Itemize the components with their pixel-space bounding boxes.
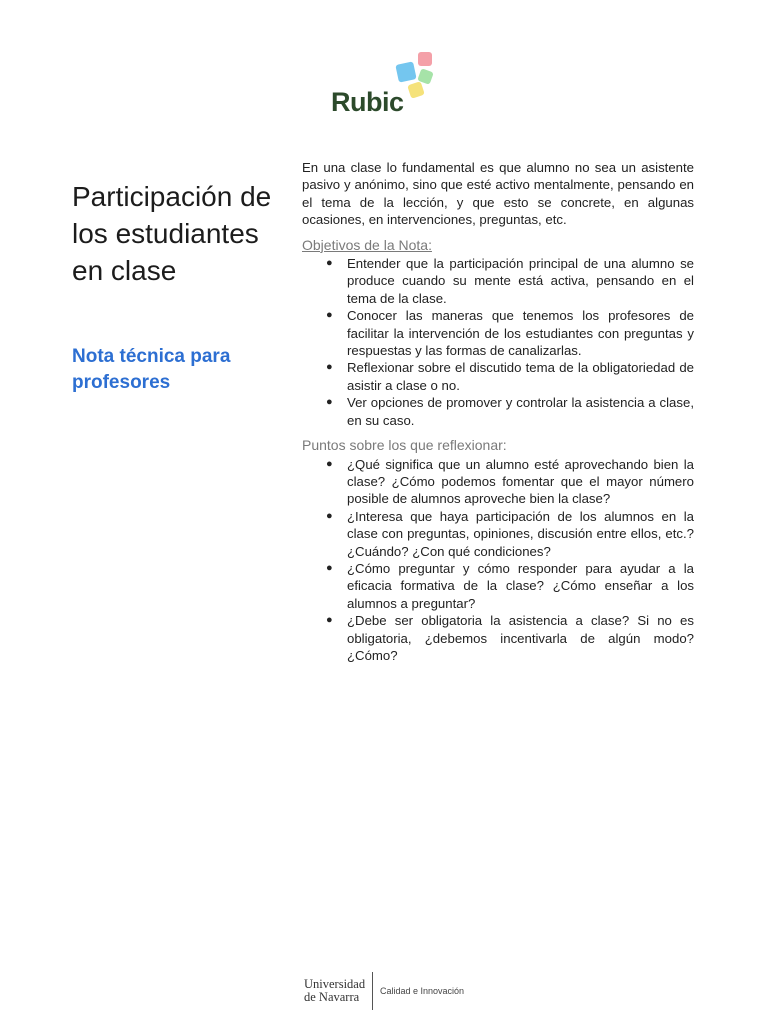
logo-blue-square bbox=[395, 61, 416, 82]
footer-tagline: Calidad e Innovación bbox=[380, 986, 465, 996]
main-content bbox=[302, 159, 694, 664]
list-item: ● ¿Debe ser obligatoria la asistencia a clase? Si no es obligatoria, ¿debemos incentivarla de algún modo? ¿Cómo? bbox=[326, 613, 694, 663]
objectives-heading: Objetivos de la Nota: bbox=[302, 236, 432, 253]
bullet-icon: ● bbox=[326, 457, 333, 470]
list-item: ● Ver opciones de promover y controlar la asistencia a clase, en su caso. bbox=[326, 395, 694, 428]
logo-pink-square bbox=[418, 52, 432, 66]
bullet-icon: ● bbox=[326, 309, 333, 322]
list-item: ● ¿Qué significa que un alumno esté aprovechando bien la clase? ¿Cómo podemos fomentar que el mayor número posible de alumnos aproveche bien la clase? bbox=[326, 456, 694, 507]
reflection-list bbox=[302, 456, 694, 665]
rubic-logo bbox=[330, 50, 440, 122]
university-name: Universidad de Navarra bbox=[304, 977, 366, 1004]
intro-paragraph: En una clase lo fundamental es que alumno no sea un asistente pasivo y anónimo, sino que esté activo mentalmente, pensando en el tema de la lección, y que esto se concrete, en algunas ocasiones, en intervenciones, preguntas, etc. bbox=[302, 160, 694, 228]
list-item: ● Reflexionar sobre el discutido tema de la obligatoriedad de asistir a clase o no. bbox=[326, 360, 694, 393]
bullet-icon: ● bbox=[326, 509, 333, 522]
page-subtitle: Nota técnica para profesores bbox=[72, 346, 231, 393]
footer-divider bbox=[372, 972, 373, 1010]
list-item: ● Conocer las maneras que tenemos los profesores de facilitar la intervención de los estudiantes con preguntas y respuestas y las formas de canalizarlas. bbox=[326, 308, 694, 359]
objectives-list bbox=[302, 255, 694, 429]
bullet-icon: ● bbox=[326, 396, 333, 409]
bullet-icon: ● bbox=[326, 561, 333, 574]
bullet-icon: ● bbox=[326, 257, 333, 270]
reflection-heading: Puntos sobre los que reflexionar: bbox=[302, 437, 507, 454]
bullet-icon: ● bbox=[326, 614, 333, 627]
list-item: ● Entender que la participación principal de una alumno se produce cuando su mente está activa, pensando en el tema de la clase. bbox=[326, 256, 694, 306]
list-item: ● ¿Cómo preguntar y cómo responder para ayudar a la eficacia formativa de la clase? ¿Cómo enseñar a los alumnos a preguntar? bbox=[326, 560, 694, 611]
logo-yellow-square bbox=[407, 81, 425, 99]
list-item: ● ¿Interesa que haya participación de los alumnos en la clase con preguntas, opiniones, discusión entre ellos, etc.? ¿Cuándo? ¿Con qué condiciones? bbox=[326, 508, 694, 559]
page-title: Participación de los estudiantes en clase bbox=[72, 181, 272, 286]
bullet-icon: ● bbox=[326, 361, 333, 374]
logo-wordmark: Rubic bbox=[331, 87, 404, 117]
